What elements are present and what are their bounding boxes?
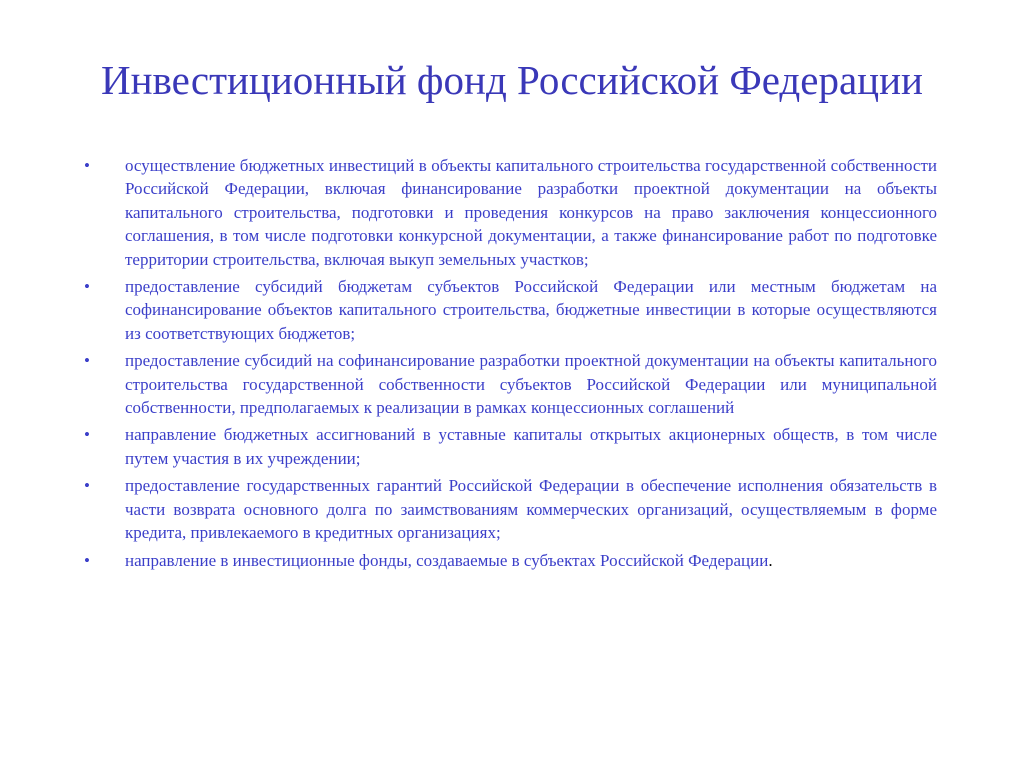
bullet-text: предоставление субсидий бюджетам субъектов Российской Федерации или местным бюджетам на софинансирование объектов капитального строительства, бюджетные инвестиции в которые осуществляются из соответствующих бюджетов; (125, 277, 937, 343)
bullet-item-6 (84, 549, 937, 572)
bullet-marker: • (84, 476, 90, 496)
bullet-item-4 (84, 423, 937, 470)
bullet-marker: • (84, 277, 90, 297)
bullet-marker: • (84, 425, 90, 445)
bullet-item-5 (84, 474, 937, 544)
bullet-text: предоставление государственных гарантий Российской Федерации в обеспечение исполнения обязательств в части возврата основного долга по заимствованиям коммерческих организаций, осуществляемым в форме кредита, привлекаемого в кредитных организациях; (125, 476, 937, 543)
bullet-text: направление в инвестиционные фонды, создаваемые в субъектах Российской Федерации (125, 550, 769, 570)
bullet-marker: • (84, 351, 90, 371)
bullet-list (84, 154, 937, 576)
bullet-text: предоставление субсидий на софинансирование разработки проектной документации на объекты капитального строительства государственной собственности субъектов Российской Федерации или муниципальной собственности, предполагаемых к реализации в рамках концессионных соглашений (125, 351, 937, 418)
bullet-tail-period: . (768, 550, 773, 570)
bullet-marker: • (84, 156, 90, 175)
bullet-marker: • (84, 550, 90, 570)
bullet-text-wrapper (125, 549, 937, 572)
slide-title: Инвестиционный фонд Российской Федерации (100, 57, 923, 103)
bullet-item-2 (84, 275, 937, 345)
bullet-text: осуществление бюджетных инвестиций в объекты капитального строительства государственной собственности Российской Федерации, включая финансирование разработки проектной документации на объекты капитального строительства, подготовки и проведения конкурсов на право заключения концессионного соглашения, в том числе подготовки конкурсной документации, а также финансирование работ по подготовке территории строительства, включая выкуп земельных участков; (125, 156, 937, 269)
bullet-item-3 (84, 349, 937, 419)
bullet-text: направление бюджетных ассигнований в уставные капиталы открытых акционерных обществ, в том числе путем участия в их учреждении; (125, 425, 937, 468)
bullet-item-1 (84, 154, 937, 271)
